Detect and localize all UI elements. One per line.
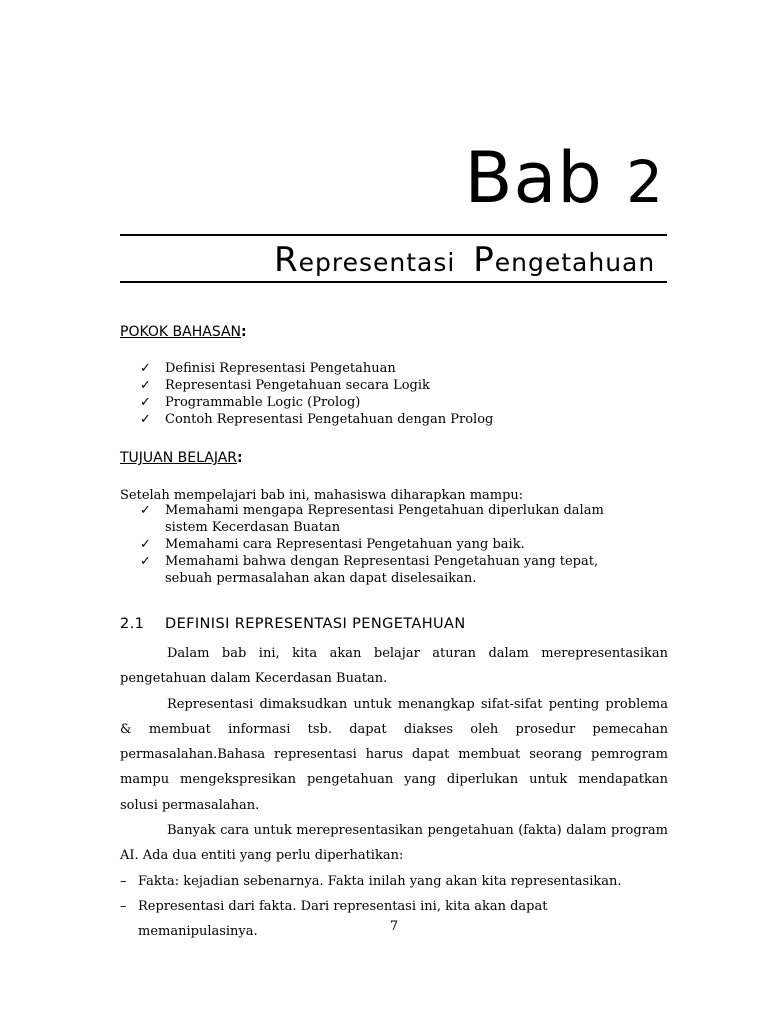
list-item: ✓ Representasi Pengetahuan secara Logik <box>140 378 430 393</box>
chapter-word: Bab <box>464 137 603 219</box>
section-number: 2.1 <box>120 616 145 632</box>
pokok-bahasan-heading: POKOK BAHASAN: <box>120 324 247 340</box>
list-item: ✓ Memahami mengapa Representasi Pengetahuan diperlukan dalam sistem Kecerdasan Buatan <box>140 503 604 535</box>
checkmark-icon: ✓ <box>140 537 151 552</box>
pokok-bahasan-list <box>140 360 493 428</box>
chapter-title <box>464 138 664 222</box>
bottom-rule <box>120 281 667 283</box>
paragraph: Dalam bab ini, kita akan belajar aturan dalam merepresentasikan pengetahuan dalam Kecerdasan Buatan. <box>120 646 668 687</box>
dash-marker: – <box>120 873 127 889</box>
subtitle-initial-r: R <box>274 240 299 280</box>
dash-marker: – <box>120 898 127 914</box>
chapter-subtitle <box>274 240 655 283</box>
checkmark-icon: ✓ <box>140 412 151 427</box>
tujuan-belajar-heading: TUJUAN BELAJAR: <box>120 450 243 466</box>
top-rule <box>120 234 667 236</box>
checkmark-icon: ✓ <box>140 395 151 410</box>
page-number: 7 <box>389 919 399 934</box>
subtitle-word-1: epresentasi <box>298 248 456 277</box>
section-heading <box>120 614 466 634</box>
section-body <box>120 641 668 945</box>
list-item: ✓ Definisi Representasi Pengetahuan <box>140 361 396 376</box>
paragraph: Banyak cara untuk merepresentasikan pengetahuan (fakta) dalam program AI. Ada dua entiti yang perlu diperhatikan: <box>120 823 668 864</box>
dash-item: – Representasi dari fakta. Dari representasi ini, kita akan dapat memanipulasinya. <box>120 894 668 945</box>
checkmark-icon: ✓ <box>140 503 151 518</box>
list-item: ✓ Memahami bahwa dengan Representasi Pengetahuan yang tepat, sebuah permasalahan akan dapat diselesaikan. <box>140 554 599 586</box>
paragraph: Representasi dimaksudkan untuk menangkap sifat-sifat penting problema & membuat informasi tsb. dapat diakses oleh prosedur pemecahan permasalahan.Bahasa representasi harus dapat membuat seorang pemrogram mampu mengekspresikan pengetahuan yang diperlukan untuk mendapatkan solusi permasalahan. <box>120 696 668 813</box>
tujuan-intro: Setelah mempelajari bab ini, mahasiswa diharapkan mampu: <box>120 488 524 503</box>
checkmark-icon: ✓ <box>140 378 151 393</box>
list-item: ✓ Memahami cara Representasi Pengetahuan yang baik. <box>140 537 525 552</box>
subtitle-word-2: engetahuan <box>494 248 656 277</box>
checkmark-icon: ✓ <box>140 361 151 376</box>
list-item: ✓ Contoh Representasi Pengetahuan dengan Prolog <box>140 412 494 427</box>
dash-item: – Fakta: kejadian sebenarnya. Fakta inilah yang akan kita representasikan. <box>120 869 668 894</box>
list-item: ✓ Programmable Logic (Prolog) <box>140 395 361 410</box>
chapter-number: 2 <box>626 148 664 216</box>
subtitle-initial-p: P <box>473 240 495 280</box>
tujuan-belajar-list <box>140 502 620 587</box>
checkmark-icon: ✓ <box>140 554 151 569</box>
section-title: DEFINISI REPRESENTASI PENGETAHUAN <box>165 616 466 632</box>
